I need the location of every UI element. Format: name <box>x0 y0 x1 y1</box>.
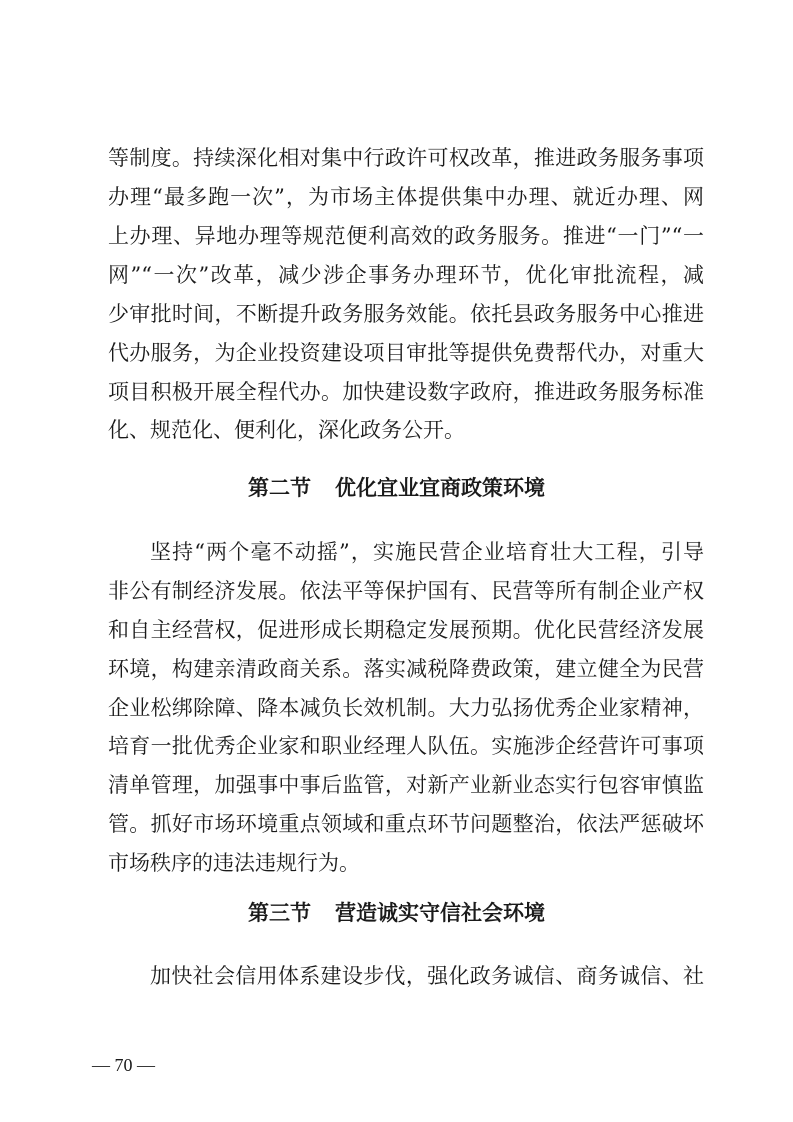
section-heading <box>0 897 793 929</box>
text-line: 网”“一次”改革，减少涉企事务办理环节，优化审批流程，减 <box>108 263 704 287</box>
text-line: 环境，构建亲清政商关系。落实减税降费政策，建立健全为民营 <box>108 657 704 681</box>
text-line: 培育一批优秀企业家和职业经理人队伍。实施涉企经营许可事项 <box>108 734 704 758</box>
text-line: 化、规范化、便利化，深化政务公开。 <box>108 418 465 442</box>
text-line: 上办理、异地办理等规范便利高效的政务服务。推进“一门”“一 <box>108 224 704 248</box>
text-line: 市场秩序的违法违规行为。 <box>108 851 360 875</box>
text-line: 清单管理，加强事中事后监管，对新产业新业态实行包容审慎监 <box>108 773 704 797</box>
text-line: 代办服务，为企业投资建设项目审批等提供免费帮代办，对重大 <box>108 341 704 365</box>
text-line: 等制度。持续深化相对集中行政许可权改革，推进政务服务事项 <box>108 146 704 170</box>
section-number: 第三节 <box>248 901 311 925</box>
section-title: 优化宜业宜商政策环境 <box>335 476 545 500</box>
text-line: 管。抓好市场环境重点领域和重点环节问题整治，依法严惩破坏 <box>108 812 704 836</box>
text-line: 企业松绑除障、降本减负长效机制。大力弘扬优秀企业家精神， <box>108 696 704 720</box>
text-line: 少审批时间，不断提升政务服务效能。依托县政务服务中心推进 <box>108 302 704 326</box>
text-line: 非公有制经济发展。依法平等保护国有、民营等所有制企业产权 <box>108 579 704 603</box>
text-line: 办理“最多跑一次”，为市场主体提供集中办理、就近办理、网 <box>108 185 704 209</box>
text-line: 和自主经营权，促进形成长期稳定发展预期。优化民营经济发展 <box>108 618 704 642</box>
section-number: 第二节 <box>248 476 311 500</box>
text-line: 坚持“两个毫不动摇”，实施民营企业培育壮大工程，引导 <box>150 540 704 564</box>
text-line: 项目积极开展全程代办。加快建设数字政府，推进政务服务标准 <box>108 380 704 404</box>
section-heading <box>0 472 793 504</box>
section-title: 营造诚实守信社会环境 <box>335 901 545 925</box>
page-number: — 70 — <box>92 1055 155 1075</box>
text-line: 加快社会信用体系建设步伐，强化政务诚信、商务诚信、社 <box>150 964 704 988</box>
